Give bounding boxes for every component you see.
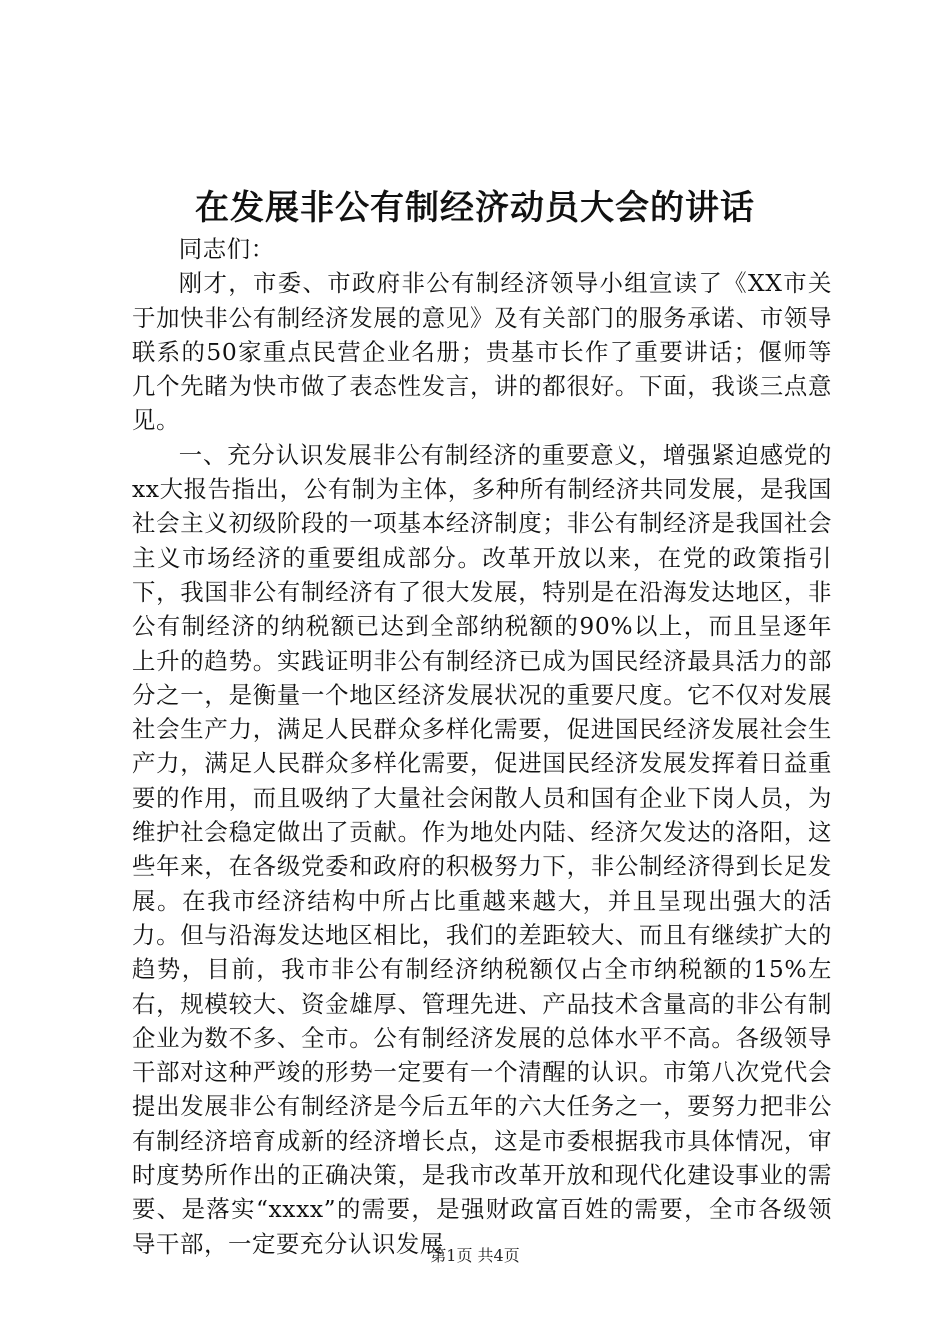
- salutation-paragraph: 同志们：: [178, 235, 275, 263]
- page-number-footer: 第1页 共4页: [430, 1246, 520, 1265]
- document-title: 在发展非公有制经济动员大会的讲话: [195, 188, 755, 228]
- document-body: [132, 232, 832, 1261]
- intro-paragraph: 刚才，市委、市政府非公有制经济领导小组宣读了《XX市关于加快非公有制经济发展的意见》及有关部门的服务承诺、市领导联系的50家重点民营企业名册；贵基市长作了重要讲话；偃师等几个先睹为快市做了表态性发言，讲的都很好。下面，我谈三点意见。: [132, 269, 832, 435]
- section-one-paragraph: 一、充分认识发展非公有制经济的重要意义，增强紧迫感党的xx大报告指出，公有制为主体，多种所有制经济共同发展，是我国社会主义初级阶段的一项基本经济制度；非公有制经济是我国社会主义市场经济的重要组成部分。改革开放以来，在党的政策指引下，我国非公有制经济有了很大发展，特别是在沿海发达地区，非公有制经济的纳税额已达到全部纳税额的90%以上，而且呈逐年上升的趋势。实践证明非公有制经济已成为国民经济最具活力的部分之一，是衡量一个地区经济发展状况的重要尺度。它不仅对发展社会生产力，满足人民群众多样化需要，促进国民经济发展社会生产力，满足人民群众多样化需要，促进国民经济发展发挥着日益重要的作用，而且吸纳了大量社会闲散人员和国有企业下岗人员，为维护社会稳定做出了贡献。作为地处内陆、经济欠发达的洛阳，这些年来，在各级党委和政府的积极努力下，非公制经济得到长足发展。在我市经济结构中所占比重越来越大，并且呈现出强大的活力。但与沿海发达地区相比，我们的差距较大、而且有继续扩大的趋势，目前，我市非公有制经济纳税额仅占全市纳税额的15%左右，规模较大、资金雄厚、管理先进、产品技术含量高的非公有制企业为数不多、全市。公有制经济发展的总体水平不高。各级领导干部对这种严竣的形势一定要有一个清醒的认识。市第八次党代会提出发展非公有制经济是今后五年的六大任务之一，要努力把非公有制经济培育成新的经济增长点，这是市委根据我市具体情况，审时度势所作出的正确决策，是我市改革开放和现代化建设事业的需要、是落实“xxxx”的需要，是强财政富百姓的需要，全市各级领导干部，一定要充分认识发展: [132, 440, 832, 1258]
